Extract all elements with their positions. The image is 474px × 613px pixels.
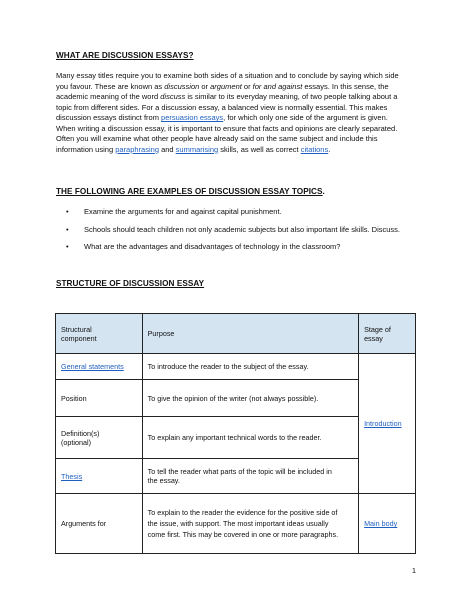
purpose-text: the issue, with support. The most important ideas usually xyxy=(147,519,329,528)
intro-text: Often you will examine what other people have already said on the same subject and include this xyxy=(56,134,378,144)
persuasion-essays-link[interactable]: persuasion essays xyxy=(161,113,224,123)
intro-text: , for which only one side of the argument is given. xyxy=(223,113,388,123)
header-cell-component xyxy=(56,314,143,354)
header-text: component xyxy=(61,333,97,343)
intro-text: or xyxy=(241,81,253,91)
header-text: essay xyxy=(364,333,383,343)
component-text: Definition(s) xyxy=(61,428,100,438)
purpose-text: To explain to the reader the evidence for the positive side of xyxy=(147,508,338,517)
stage-cell-introduction xyxy=(359,354,416,494)
citations-link[interactable]: citations xyxy=(300,144,329,154)
intro-text: information using xyxy=(56,144,116,154)
intro-text: academic meaning of the word xyxy=(56,92,161,102)
general-statements-link[interactable]: General statements xyxy=(61,362,124,371)
thesis-link[interactable]: Thesis xyxy=(61,471,83,481)
intro-line xyxy=(56,92,422,103)
intro-text: and xyxy=(158,144,176,154)
intro-line xyxy=(56,134,422,145)
intro-line xyxy=(56,82,422,93)
intro-text: When writing a discussion essay, it is important to ensure that facts and opinions are clearly separated. xyxy=(56,123,398,133)
purpose-cell: To give the opinion of the writer (not always possible). xyxy=(142,380,358,417)
heading-text: THE FOLLOWING ARE EXAMPLES OF DISCUSSION ESSAY TOPICS xyxy=(56,187,323,196)
component-text: (optional) xyxy=(61,437,91,447)
stage-cell-main-body xyxy=(359,494,416,554)
purpose-cell xyxy=(142,459,358,494)
intro-text: Many essay titles require you to examine both sides of a situation and to conclude by saying which side xyxy=(56,71,399,80)
intro-line xyxy=(56,71,422,82)
heading-examples-of-topics xyxy=(56,187,325,196)
heading-what-are-discussion-essays: WHAT ARE DISCUSSION ESSAYS? xyxy=(56,51,194,60)
introduction-link[interactable]: Introduction xyxy=(364,419,402,428)
intro-line xyxy=(56,113,422,124)
topic-text: Schools should teach children not only academic subjects but also important life skills. Discuss. xyxy=(84,225,400,234)
intro-text: essays. In this sense, the xyxy=(302,81,389,91)
topic-list-item xyxy=(66,207,282,216)
intro-text: or xyxy=(199,81,211,91)
main-body-link[interactable]: Main body xyxy=(364,519,398,528)
paraphrasing-link[interactable]: paraphrasing xyxy=(115,144,159,154)
component-cell: Position xyxy=(56,380,143,417)
header-text: Structural xyxy=(61,324,92,334)
bullet-icon: • xyxy=(66,225,69,234)
bullet-icon: • xyxy=(66,242,69,251)
topic-text: Examine the arguments for and against capital punishment. xyxy=(84,207,282,216)
heading-structure: STRUCTURE OF DISCUSSION ESSAY xyxy=(56,279,205,288)
purpose-text: the essay. xyxy=(147,476,180,485)
heading-period: . xyxy=(322,187,325,196)
purpose-cell: To introduce the reader to the subject of the essay. xyxy=(142,354,358,380)
purpose-cell xyxy=(142,494,358,554)
topic-list-item xyxy=(66,242,340,251)
table-row xyxy=(56,494,416,554)
intro-text: discussion essays distinct from xyxy=(56,113,162,123)
structure-table xyxy=(55,313,416,554)
intro-text: skills, as well as correct xyxy=(218,144,301,154)
summarising-link[interactable]: summarising xyxy=(175,144,219,154)
purpose-text: To tell the reader what parts of the topic will be included in xyxy=(147,467,332,476)
component-cell xyxy=(56,354,143,380)
header-text: Stage of xyxy=(364,324,391,334)
intro-paragraph xyxy=(56,71,422,155)
page-number: 1 xyxy=(411,566,416,575)
intro-line xyxy=(56,145,422,156)
topic-text: What are the advantages and disadvantages of technology in the classroom? xyxy=(84,242,341,251)
topic-list-item xyxy=(66,225,400,234)
term-for-and-against: for and against xyxy=(252,81,303,91)
intro-text: topic from different sides. For a discussion essay, a balanced view is normally essential. This makes xyxy=(56,102,388,112)
purpose-cell: To explain any important technical words to the reader. xyxy=(142,417,358,459)
header-cell-stage xyxy=(359,314,416,354)
purpose-text: come first. This may be covered in one or more paragraphs. xyxy=(147,530,339,539)
header-cell-purpose: Purpose xyxy=(142,314,358,354)
term-argument: argument xyxy=(210,81,242,91)
term-discuss: discuss xyxy=(160,92,186,102)
table-header-row xyxy=(56,314,416,354)
component-cell: Arguments for xyxy=(56,494,143,554)
intro-text: . xyxy=(328,144,331,154)
component-cell xyxy=(56,417,143,459)
term-discussion: discussion xyxy=(164,81,200,91)
component-cell xyxy=(56,459,143,494)
intro-text: is similar to its everyday meaning, of two people talking about a xyxy=(185,92,398,102)
intro-line xyxy=(56,103,422,114)
intro-text: you favour. These are known as xyxy=(56,81,165,91)
bullet-icon: • xyxy=(66,207,69,216)
table-row xyxy=(56,354,416,380)
intro-line xyxy=(56,124,422,135)
